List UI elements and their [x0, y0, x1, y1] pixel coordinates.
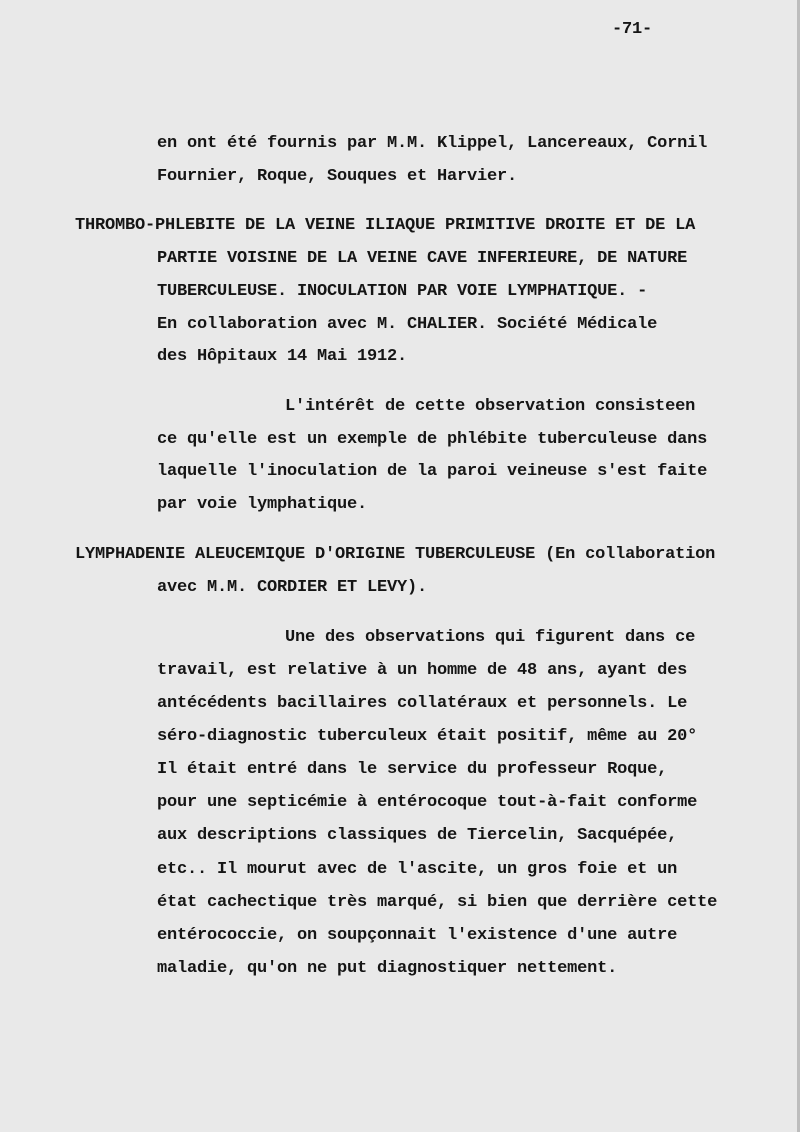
- text-line: maladie, qu'on ne put diagnostiquer nettement.: [157, 959, 618, 978]
- text-line: des Hôpitaux 14 Mai 1912.: [157, 347, 408, 366]
- text-line: Une des observations qui figurent dans ce: [285, 628, 696, 647]
- section-heading-line: avec M.M. CORDIER ET LEVY).: [157, 578, 428, 597]
- section-heading-line: PARTIE VOISINE DE LA VEINE CAVE INFERIEURE, DE NATURE: [157, 249, 688, 268]
- text-line: L'intérêt de cette observation consisteen: [285, 397, 696, 416]
- text-line: etc.. Il mourut avec de l'ascite, un gros foie et un: [157, 860, 678, 879]
- text-line: séro-diagnostic tuberculeux était positif, même au 20°: [157, 727, 698, 746]
- text-line: aux descriptions classiques de Tiercelin, Sacquépée,: [157, 826, 678, 845]
- text-line: par voie lymphatique.: [157, 495, 368, 514]
- text-line: état cachectique très marqué, si bien que derrière cette: [157, 893, 718, 912]
- text-line: travail, est relative à un homme de 48 ans, ayant des: [157, 661, 688, 680]
- section-heading-line: THROMBO-PHLEBITE DE LA VEINE ILIAQUE PRIMITIVE DROITE ET DE LA: [75, 216, 696, 235]
- text-line: en ont été fournis par M.M. Klippel, Lancereaux, Cornil: [157, 134, 708, 153]
- section-heading-line: TUBERCULEUSE. INOCULATION PAR VOIE LYMPHATIQUE. -: [157, 282, 648, 301]
- text-line: Il était entré dans le service du professeur Roque,: [157, 760, 668, 779]
- text-line: entérococcie, on soupçonnait l'existence d'une autre: [157, 926, 678, 945]
- text-line: pour une septicémie à entérocoque tout-à-fait conforme: [157, 793, 698, 812]
- page-number: -71-: [612, 20, 653, 39]
- text-line: laquelle l'inoculation de la paroi veineuse s'est faite: [157, 462, 708, 481]
- text-line: Fournier, Roque, Souques et Harvier.: [157, 167, 518, 186]
- text-line: antécédents bacillaires collatéraux et personnels. Le: [157, 694, 688, 713]
- section-heading-line: LYMPHADENIE ALEUCEMIQUE D'ORIGINE TUBERCULEUSE (En collaboration: [75, 545, 716, 564]
- text-line: ce qu'elle est un exemple de phlébite tuberculeuse dans: [157, 430, 708, 449]
- text-line: En collaboration avec M. CHALIER. Société Médicale: [157, 315, 658, 334]
